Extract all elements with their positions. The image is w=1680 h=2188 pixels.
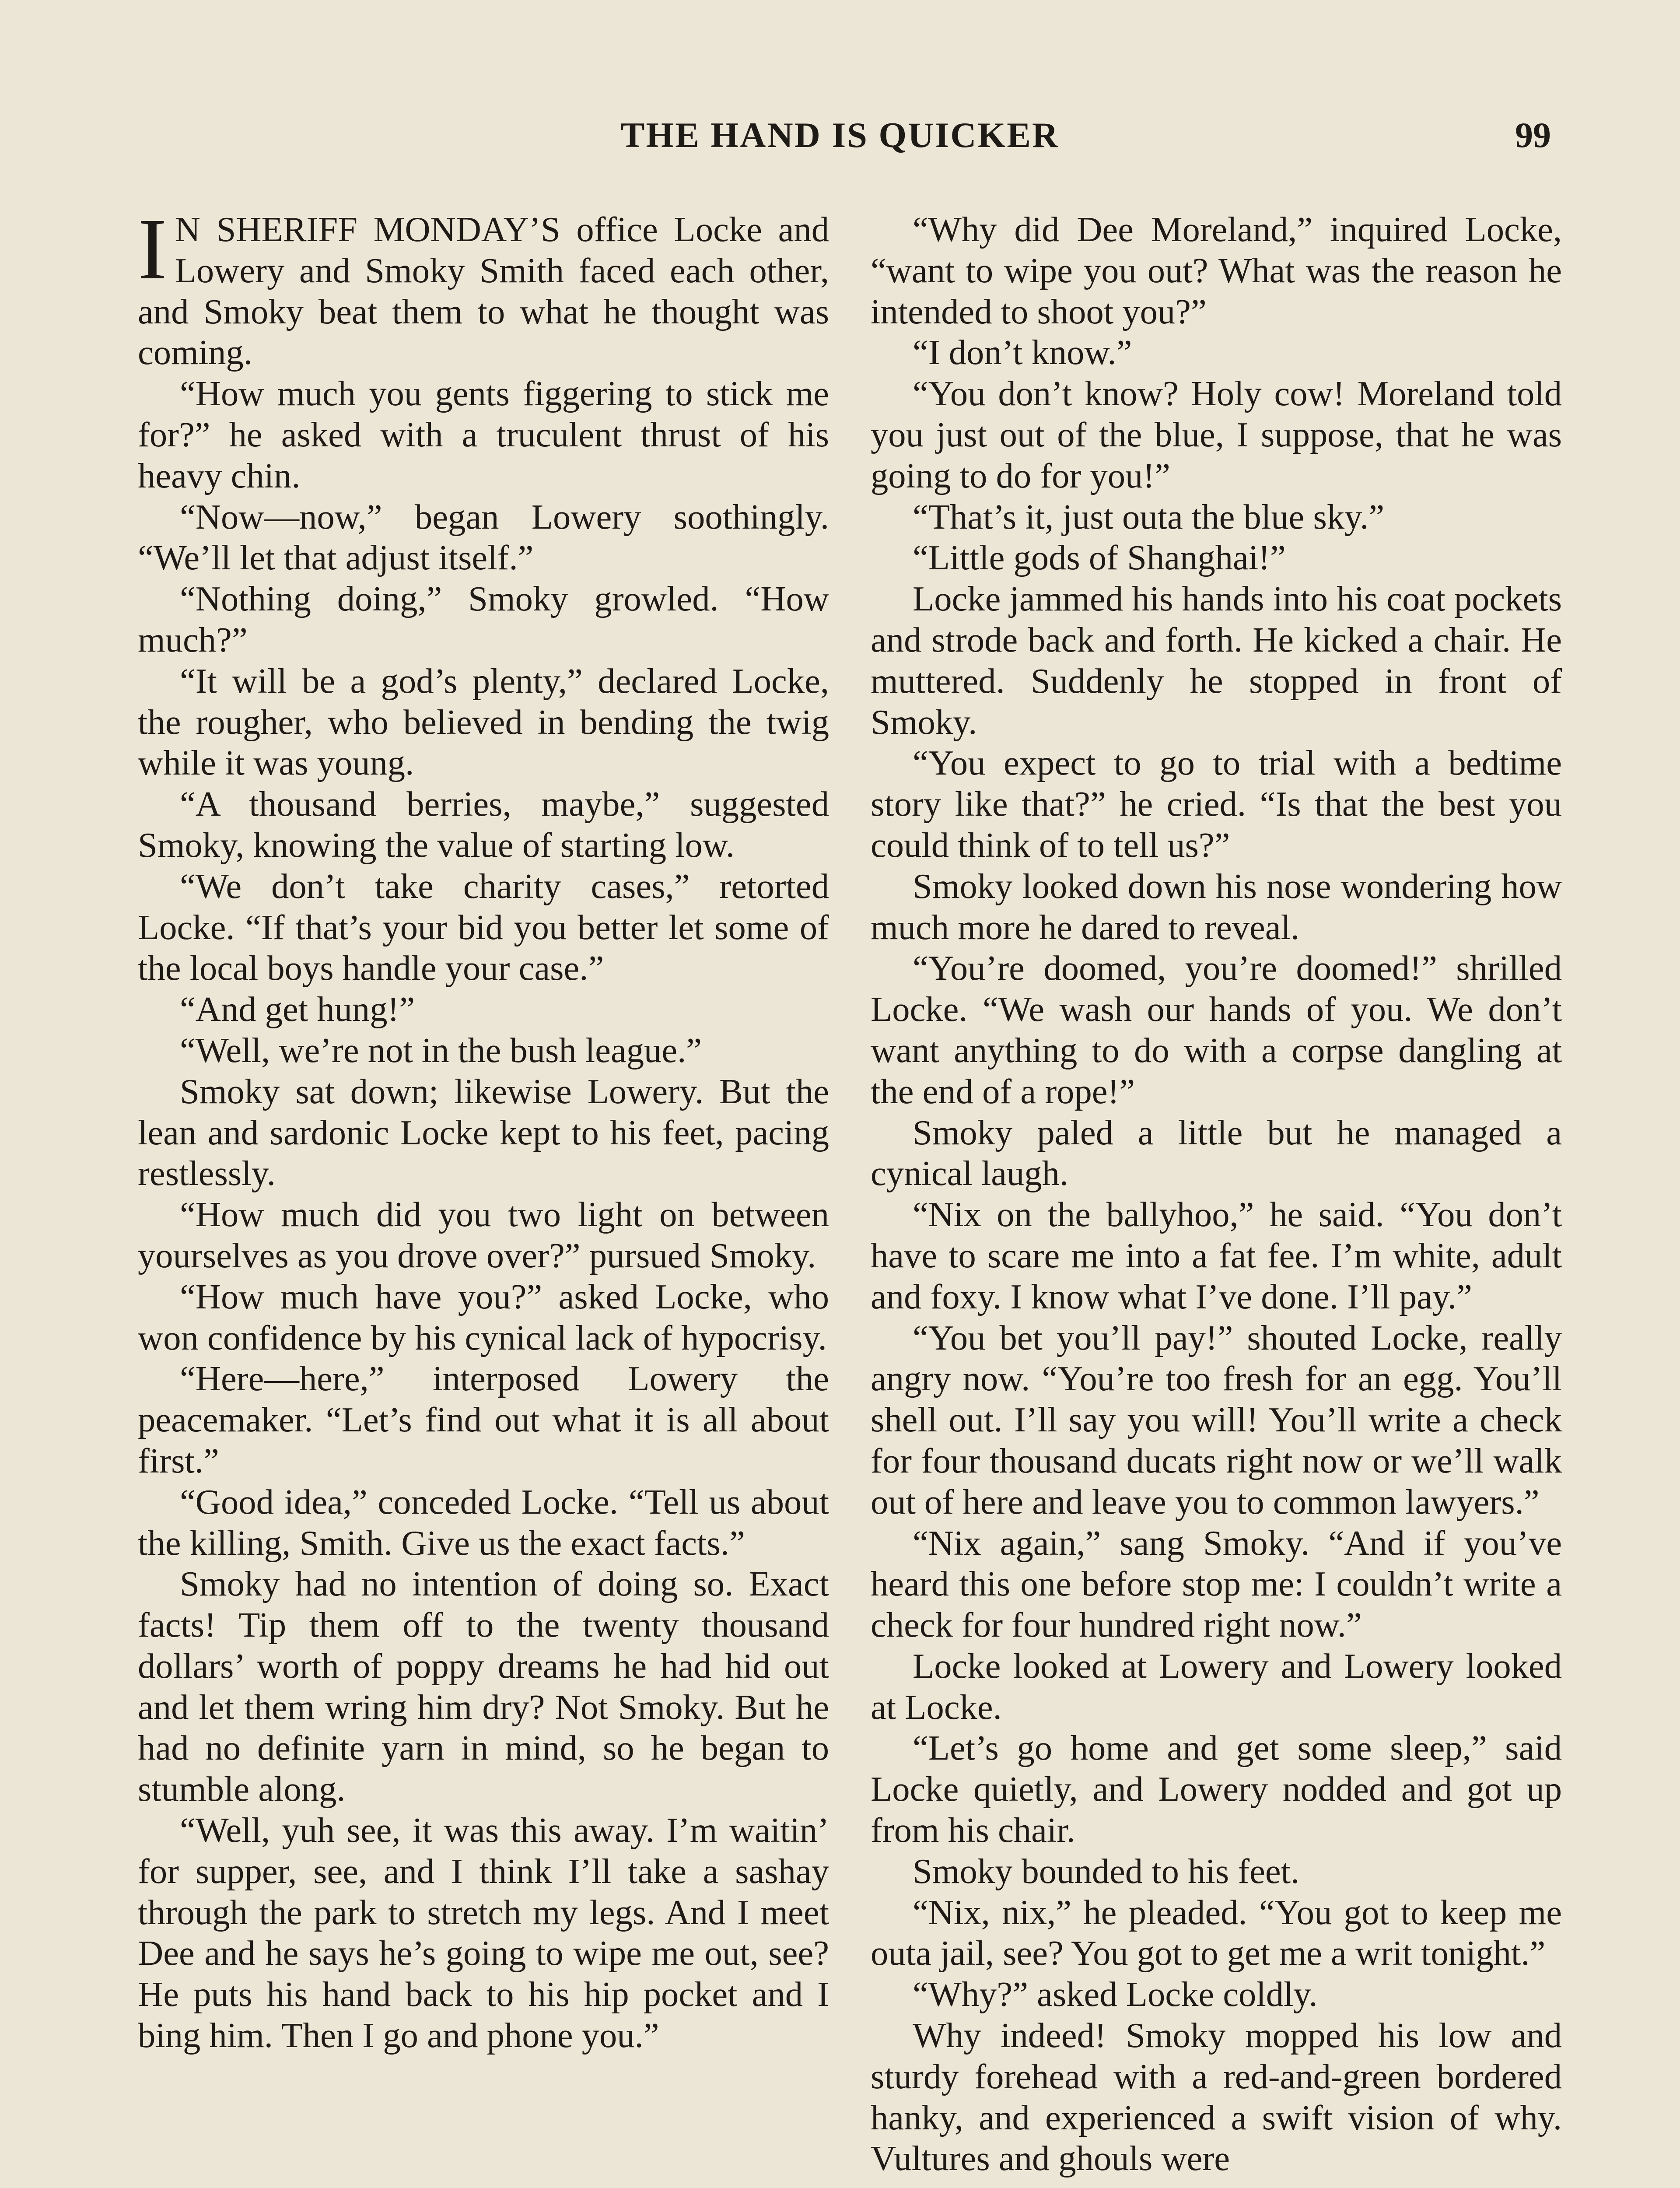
paragraph: “Good idea,” conceded Locke. “Tell us about the killing, Smith. Give us the exact facts.” <box>138 1482 829 1563</box>
paragraph: “Nix again,” sang Smoky. “And if you’ve heard this one before stop me: I couldn’t write a check for four hundred right now.” <box>871 1523 1562 1645</box>
running-title: THE HAND IS QUICKER <box>620 115 1060 155</box>
paragraph: Smoky sat down; likewise Lowery. But the lean and sardonic Locke kept to his feet, pacing restlessly. <box>138 1072 829 1193</box>
paragraph: “Nothing doing,” Smoky growled. “How much?” <box>138 579 829 659</box>
paragraph: Smoky had no intention of doing so. Exact facts! Tip them off to the twenty thousand dollars’ worth of poppy dreams he had hid out and let them wring him dry? Not Smoky. But he had no definite yarn in mind, so he began to stumble along. <box>138 1564 829 1809</box>
paragraph: “Now—now,” began Lowery soothingly. “We’ll let that adjust itself.” <box>138 497 829 578</box>
paragraph: “You’re doomed, you’re doomed!” shrilled Locke. “We wash our hands of you. We don’t want anything to do with a corpse dangling at the end of a rope!” <box>871 949 1562 1111</box>
paragraph: “Why did Dee Moreland,” inquired Locke, “want to wipe you out? What was the reason he intended to shoot you?” <box>871 210 1562 331</box>
paragraph: “Here—here,” interposed Lowery the peacemaker. “Let’s find out what it is all about first.” <box>138 1359 829 1480</box>
paragraph: “Little gods of Shanghai!” <box>913 538 1286 578</box>
paragraph: Why indeed! Smoky mopped his low and sturdy forehead with a red-and-green bordered hanky, and experienced a swift vision of why. Vultures and ghouls were <box>871 2016 1562 2178</box>
paragraph: “You bet you’ll pay!” shouted Locke, really angry now. “You’re too fresh for an egg. You’ll shell out. I’ll say you will! You’ll write a check for four thousand ducats right now or we’ll walk out of here and leave you to common lawyers.” <box>871 1318 1562 1522</box>
running-header <box>0 115 1680 167</box>
drop-cap: I <box>138 201 167 298</box>
paragraph: “You don’t know? Holy cow! Moreland told you just out of the blue, I suppose, that he was going to do for you!” <box>871 374 1562 495</box>
paragraph: “How much did you two light on between yourselves as you drove over?” pursued Smoky. <box>138 1195 829 1275</box>
paragraph: “A thousand berries, maybe,” suggested Smoky, knowing the value of starting low. <box>138 785 829 865</box>
paragraph: Smoky bounded to his feet. <box>913 1851 1300 1891</box>
paragraph: “Why?” asked Locke coldly. <box>913 1975 1318 2014</box>
paragraph: “And get hung!” <box>180 990 415 1029</box>
left-column <box>138 201 829 2056</box>
paragraph: “You expect to go to trial with a bedtime story like that?” he cried. “Is that the best you could think of to tell us?” <box>871 743 1562 865</box>
paragraph-text: N SHERIFF MONDAY’S office Locke and Lowery and Smoky Smith faced each other, and Smoky beat them to what he thought was coming. <box>138 210 829 372</box>
paragraph: Smoky paled a little but he managed a cynical laugh. <box>871 1113 1562 1193</box>
paragraph: “How much have you?” asked Locke, who won confidence by his cynical lack of hypocrisy. <box>138 1277 829 1357</box>
paragraph: “It will be a god’s plenty,” declared Locke, the rougher, who believed in bending the twig while it was young. <box>138 661 829 783</box>
paragraph: “Well, we’re not in the bush league.” <box>180 1031 702 1070</box>
paragraph: Locke looked at Lowery and Lowery looked at Locke. <box>871 1646 1562 1727</box>
paragraph: “How much you gents figgering to stick me for?” he asked with a truculent thrust of his heavy chin. <box>138 374 829 495</box>
right-column <box>871 209 1562 2179</box>
paragraph <box>138 201 829 373</box>
paragraph: “Nix, nix,” he pleaded. “You got to keep me outa jail, see? You got to get me a writ tonight.” <box>871 1893 1562 1973</box>
paragraph: “I don’t know.” <box>913 333 1132 372</box>
paragraph: “We don’t take charity cases,” retorted Locke. “If that’s your bid you better let some of the local boys handle your case.” <box>138 866 829 988</box>
page-number: 99 <box>1515 115 1551 155</box>
paragraph: Smoky looked down his nose wondering how much more he dared to reveal. <box>871 866 1562 947</box>
paragraph: “That’s it, just outa the blue sky.” <box>913 497 1385 536</box>
paragraph: “Nix on the ballyhoo,” he said. “You don’t have to scare me into a fat fee. I’m white, adult and foxy. I know what I’ve done. I’ll pay.” <box>871 1195 1562 1316</box>
paragraph: “Well, yuh see, it was this away. I’m waitin’ for supper, see, and I think I’ll take a sashay through the park to stretch my legs. And I meet Dee and he says he’s going to wipe me out, see? He puts his hand back to his hip pocket and I bing him. Then I go and phone you.” <box>138 1811 829 2055</box>
paragraph: “Let’s go home and get some sleep,” said Locke quietly, and Lowery nodded and got up from his chair. <box>871 1729 1562 1850</box>
paragraph: Locke jammed his hands into his coat pockets and strode back and forth. He kicked a chair. He muttered. Suddenly he stopped in front of Smoky. <box>871 579 1562 742</box>
